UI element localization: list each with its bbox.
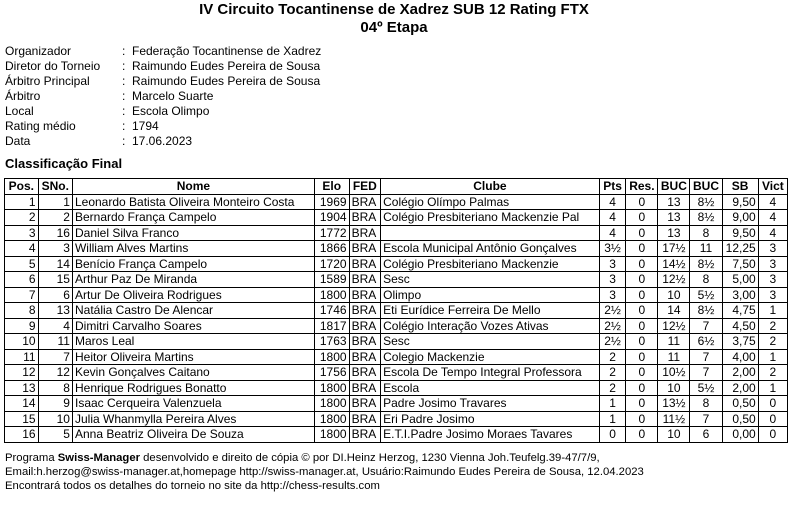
info-label: Árbitro	[5, 89, 41, 103]
footer-prefix: Programa	[5, 452, 58, 464]
cell-club: Escola Municipal Antônio Gonçalves	[381, 241, 600, 257]
cell-buc1: 11	[658, 334, 690, 350]
info-row	[5, 134, 321, 149]
col-header-fed: FED	[349, 179, 381, 195]
cell-pts: 2½	[599, 334, 626, 350]
info-row	[5, 89, 321, 104]
cell-sb: 9,50	[722, 225, 758, 241]
cell-pos: 2	[5, 210, 39, 226]
cell-buc2: 8½	[690, 210, 722, 226]
cell-buc1: 11½	[658, 411, 690, 427]
col-header-sno: SNo.	[38, 179, 72, 195]
cell-buc1: 10	[658, 380, 690, 396]
cell-sb: 9,00	[722, 210, 758, 226]
cell-buc2: 8	[690, 396, 722, 412]
cell-club	[381, 225, 600, 241]
cell-vict: 2	[758, 318, 787, 334]
cell-pts: 3	[599, 287, 626, 303]
table-row	[5, 334, 788, 350]
cell-pts: 1	[599, 411, 626, 427]
tournament-stage: 04º Etapa	[360, 19, 428, 36]
cell-sb: 0,50	[722, 396, 758, 412]
cell-res: 0	[626, 256, 658, 272]
cell-name: Daniel Silva Franco	[72, 225, 314, 241]
cell-pos: 4	[5, 241, 39, 257]
cell-pts: 2	[599, 365, 626, 381]
cell-elo: 1904	[314, 210, 349, 226]
cell-res: 0	[626, 334, 658, 350]
col-header-sb: SB	[722, 179, 758, 195]
col-header-res: Res.	[626, 179, 658, 195]
cell-sno: 10	[38, 411, 72, 427]
cell-vict: 0	[758, 427, 787, 443]
cell-res: 0	[626, 225, 658, 241]
cell-name: William Alves Martins	[72, 241, 314, 257]
cell-name: Artur De Oliveira Rodrigues	[72, 287, 314, 303]
cell-fed: BRA	[349, 318, 381, 334]
cell-buc1: 13½	[658, 396, 690, 412]
footer-line-1	[5, 451, 644, 465]
cell-buc2: 7	[690, 411, 722, 427]
table-row	[5, 272, 788, 288]
info-separator: :	[122, 134, 126, 148]
cell-elo: 1756	[314, 365, 349, 381]
cell-elo: 1817	[314, 318, 349, 334]
table-header-row	[5, 179, 788, 195]
cell-sno: 6	[38, 287, 72, 303]
info-value: Escola Olimpo	[132, 104, 210, 118]
cell-sb: 12,25	[722, 241, 758, 257]
cell-pts: 4	[599, 194, 626, 210]
cell-buc1: 10½	[658, 365, 690, 381]
info-label: Local	[5, 104, 34, 118]
cell-fed: BRA	[349, 210, 381, 226]
cell-pts: 3	[599, 272, 626, 288]
cell-sno: 13	[38, 303, 72, 319]
cell-buc2: 11	[690, 241, 722, 257]
table-row	[5, 365, 788, 381]
cell-sb: 0,50	[722, 411, 758, 427]
cell-sb: 9,50	[722, 194, 758, 210]
cell-elo: 1800	[314, 427, 349, 443]
cell-vict: 2	[758, 365, 787, 381]
cell-elo: 1720	[314, 256, 349, 272]
cell-buc2: 7	[690, 365, 722, 381]
cell-sno: 3	[38, 241, 72, 257]
cell-res: 0	[626, 396, 658, 412]
cell-fed: BRA	[349, 272, 381, 288]
cell-vict: 3	[758, 272, 787, 288]
cell-elo: 1969	[314, 194, 349, 210]
col-header-buc1: BUC	[658, 179, 690, 195]
cell-elo: 1800	[314, 287, 349, 303]
table-row	[5, 411, 788, 427]
cell-sb: 7,50	[722, 256, 758, 272]
cell-buc1: 13	[658, 194, 690, 210]
cell-buc2: 8	[690, 225, 722, 241]
cell-pts: 2½	[599, 303, 626, 319]
cell-club: Colégio Interação Vozes Ativas	[381, 318, 600, 334]
cell-pts: 4	[599, 225, 626, 241]
cell-sno: 8	[38, 380, 72, 396]
table-row	[5, 427, 788, 443]
cell-sno: 1	[38, 194, 72, 210]
cell-sb: 4,75	[722, 303, 758, 319]
info-label: Árbitro Principal	[5, 74, 90, 88]
cell-elo: 1800	[314, 349, 349, 365]
cell-pos: 6	[5, 272, 39, 288]
cell-pos: 16	[5, 427, 39, 443]
cell-vict: 2	[758, 334, 787, 350]
info-label: Organizador	[5, 44, 72, 58]
cell-club: Eri Padre Josimo	[381, 411, 600, 427]
cell-vict: 1	[758, 303, 787, 319]
cell-name: Henrique Rodrigues Bonatto	[72, 380, 314, 396]
cell-club: Colegio Mackenzie	[381, 349, 600, 365]
cell-name: Arthur Paz De Miranda	[72, 272, 314, 288]
cell-sb: 4,50	[722, 318, 758, 334]
cell-sb: 3,00	[722, 287, 758, 303]
info-label: Data	[5, 134, 31, 148]
info-row	[5, 59, 321, 74]
cell-fed: BRA	[349, 225, 381, 241]
cell-sno: 7	[38, 349, 72, 365]
footer-line-2: Email:h.herzog@swiss-manager.at,homepage http://swiss-manager.at, Usuário:Raimundo Eudes Pereira de Sousa, 12.04.2023	[5, 466, 644, 478]
cell-elo: 1866	[314, 241, 349, 257]
cell-club: Colégio Presbiteriano Mackenzie Pal	[381, 210, 600, 226]
cell-name: Natália Castro De Alencar	[72, 303, 314, 319]
cell-name: Heitor Oliveira Martins	[72, 349, 314, 365]
table-row	[5, 380, 788, 396]
info-value: 1794	[132, 119, 159, 133]
cell-sb: 0,00	[722, 427, 758, 443]
cell-elo: 1746	[314, 303, 349, 319]
cell-res: 0	[626, 194, 658, 210]
cell-res: 0	[626, 272, 658, 288]
cell-buc2: 6½	[690, 334, 722, 350]
cell-vict: 4	[758, 194, 787, 210]
table-row	[5, 210, 788, 226]
footer-brand: Swiss-Manager	[57, 452, 140, 464]
cell-buc2: 6	[690, 427, 722, 443]
cell-buc1: 13	[658, 225, 690, 241]
table-row	[5, 225, 788, 241]
info-row	[5, 104, 321, 119]
cell-sb: 2,00	[722, 380, 758, 396]
cell-fed: BRA	[349, 411, 381, 427]
standings-table	[4, 178, 788, 443]
cell-buc2: 7	[690, 318, 722, 334]
info-label: Diretor do Torneio	[5, 59, 101, 73]
cell-res: 0	[626, 318, 658, 334]
cell-res: 0	[626, 349, 658, 365]
table-row	[5, 256, 788, 272]
cell-buc1: 12½	[658, 272, 690, 288]
table-row	[5, 241, 788, 257]
table-row	[5, 287, 788, 303]
cell-elo: 1800	[314, 411, 349, 427]
cell-sno: 16	[38, 225, 72, 241]
info-row	[5, 44, 321, 59]
cell-elo: 1800	[314, 380, 349, 396]
cell-vict: 3	[758, 256, 787, 272]
cell-buc2: 5½	[690, 287, 722, 303]
cell-name: Julia Whanmylla Pereira Alves	[72, 411, 314, 427]
info-separator: :	[122, 104, 126, 118]
cell-club: Sesc	[381, 334, 600, 350]
cell-pos: 5	[5, 256, 39, 272]
cell-res: 0	[626, 427, 658, 443]
cell-fed: BRA	[349, 365, 381, 381]
cell-sb: 5,00	[722, 272, 758, 288]
cell-sno: 5	[38, 427, 72, 443]
cell-sno: 9	[38, 396, 72, 412]
cell-fed: BRA	[349, 334, 381, 350]
cell-buc2: 7	[690, 349, 722, 365]
cell-sb: 2,00	[722, 365, 758, 381]
cell-club: Sesc	[381, 272, 600, 288]
col-header-vict: Vict	[758, 179, 787, 195]
cell-pos: 14	[5, 396, 39, 412]
cell-sb: 3,75	[722, 334, 758, 350]
cell-elo: 1800	[314, 396, 349, 412]
cell-name: Isaac Cerqueira Valenzuela	[72, 396, 314, 412]
cell-res: 0	[626, 380, 658, 396]
cell-club: Escola De Tempo Integral Professora	[381, 365, 600, 381]
cell-club: Olimpo	[381, 287, 600, 303]
cell-club: Colégio Olímpo Palmas	[381, 194, 600, 210]
cell-fed: BRA	[349, 303, 381, 319]
tournament-title: IV Circuito Tocantinense de Xadrez SUB 12 Rating FTX	[199, 1, 589, 18]
info-separator: :	[122, 119, 126, 133]
cell-pts: 1	[599, 396, 626, 412]
table-row	[5, 396, 788, 412]
cell-pos: 15	[5, 411, 39, 427]
cell-pts: 0	[599, 427, 626, 443]
cell-buc1: 14	[658, 303, 690, 319]
cell-buc2: 8	[690, 272, 722, 288]
cell-club: Eti Eurídice Ferreira De Mello	[381, 303, 600, 319]
cell-elo: 1589	[314, 272, 349, 288]
col-header-name: Nome	[72, 179, 314, 195]
cell-buc1: 12½	[658, 318, 690, 334]
cell-club: E.T.I.Padre Josimo Moraes Tavares	[381, 427, 600, 443]
cell-fed: BRA	[349, 396, 381, 412]
cell-pos: 8	[5, 303, 39, 319]
info-separator: :	[122, 59, 126, 73]
cell-fed: BRA	[349, 349, 381, 365]
cell-pts: 3	[599, 256, 626, 272]
info-separator: :	[122, 89, 126, 103]
info-label: Rating médio	[5, 119, 76, 133]
cell-name: Kevin Gonçalves Caitano	[72, 365, 314, 381]
cell-pos: 1	[5, 194, 39, 210]
cell-buc2: 8½	[690, 194, 722, 210]
cell-pos: 12	[5, 365, 39, 381]
cell-sno: 12	[38, 365, 72, 381]
cell-fed: BRA	[349, 241, 381, 257]
cell-pos: 9	[5, 318, 39, 334]
cell-vict: 4	[758, 210, 787, 226]
info-row	[5, 74, 321, 89]
cell-buc1: 13	[658, 210, 690, 226]
cell-buc1: 10	[658, 287, 690, 303]
cell-res: 0	[626, 287, 658, 303]
cell-fed: BRA	[349, 427, 381, 443]
cell-pos: 13	[5, 380, 39, 396]
cell-club: Padre Josimo Travares	[381, 396, 600, 412]
cell-name: Bernardo França Campelo	[72, 210, 314, 226]
cell-vict: 1	[758, 380, 787, 396]
cell-pos: 11	[5, 349, 39, 365]
cell-sno: 15	[38, 272, 72, 288]
col-header-club: Clube	[381, 179, 600, 195]
cell-pts: 2½	[599, 318, 626, 334]
cell-sno: 2	[38, 210, 72, 226]
cell-buc2: 5½	[690, 380, 722, 396]
cell-sno: 14	[38, 256, 72, 272]
cell-pts: 4	[599, 210, 626, 226]
cell-res: 0	[626, 303, 658, 319]
cell-vict: 0	[758, 396, 787, 412]
cell-fed: BRA	[349, 287, 381, 303]
col-header-elo: Elo	[314, 179, 349, 195]
cell-club: Escola	[381, 380, 600, 396]
cell-elo: 1772	[314, 225, 349, 241]
cell-buc2: 8½	[690, 303, 722, 319]
cell-buc1: 17½	[658, 241, 690, 257]
info-value: Federação Tocantinense de Xadrez	[132, 44, 322, 58]
info-value: Marcelo Suarte	[132, 89, 214, 103]
cell-name: Leonardo Batista Oliveira Monteiro Costa	[72, 194, 314, 210]
cell-fed: BRA	[349, 380, 381, 396]
footer-copyright: desenvolvido e direito de cópia © por DI.Heinz Herzog, 1230 Vienna Joh.Teufelg.39-47/7/9,	[140, 452, 600, 464]
cell-vict: 3	[758, 241, 787, 257]
cell-name: Anna Beatriz Oliveira De Souza	[72, 427, 314, 443]
cell-vict: 0	[758, 411, 787, 427]
cell-club: Colégio Presbiteriano Mackenzie	[381, 256, 600, 272]
cell-sb: 4,00	[722, 349, 758, 365]
table-row	[5, 303, 788, 319]
cell-res: 0	[626, 241, 658, 257]
cell-pos: 7	[5, 287, 39, 303]
cell-buc1: 10	[658, 427, 690, 443]
cell-pts: 2	[599, 349, 626, 365]
cell-buc1: 14½	[658, 256, 690, 272]
info-value: Raimundo Eudes Pereira de Sousa	[132, 59, 321, 73]
footer	[5, 451, 644, 493]
cell-res: 0	[626, 365, 658, 381]
cell-fed: BRA	[349, 194, 381, 210]
info-separator: :	[122, 44, 126, 58]
table-row	[5, 349, 788, 365]
section-title: Classificação Final	[5, 156, 123, 171]
cell-vict: 1	[758, 349, 787, 365]
info-separator: :	[122, 74, 126, 88]
footer-line-3: Encontrará todos os detalhes do torneio no site da http://chess-results.com	[5, 480, 380, 492]
cell-pts: 3½	[599, 241, 626, 257]
cell-pts: 2	[599, 380, 626, 396]
col-header-buc2: BUC	[690, 179, 722, 195]
cell-elo: 1763	[314, 334, 349, 350]
cell-sno: 4	[38, 318, 72, 334]
info-row	[5, 119, 321, 134]
cell-vict: 3	[758, 287, 787, 303]
cell-res: 0	[626, 411, 658, 427]
info-value: Raimundo Eudes Pereira de Sousa	[132, 74, 321, 88]
cell-pos: 10	[5, 334, 39, 350]
cell-buc1: 11	[658, 349, 690, 365]
col-header-pts: Pts	[599, 179, 626, 195]
cell-name: Dimitri Carvalho Soares	[72, 318, 314, 334]
cell-pos: 3	[5, 225, 39, 241]
cell-buc2: 8½	[690, 256, 722, 272]
table-row	[5, 318, 788, 334]
cell-sno: 11	[38, 334, 72, 350]
cell-fed: BRA	[349, 256, 381, 272]
table-row	[5, 194, 788, 210]
cell-res: 0	[626, 210, 658, 226]
cell-name: Benício França Campelo	[72, 256, 314, 272]
tournament-info	[5, 44, 321, 149]
info-value: 17.06.2023	[132, 134, 193, 148]
col-header-pos: Pos.	[5, 179, 39, 195]
cell-vict: 4	[758, 225, 787, 241]
cell-name: Maros Leal	[72, 334, 314, 350]
